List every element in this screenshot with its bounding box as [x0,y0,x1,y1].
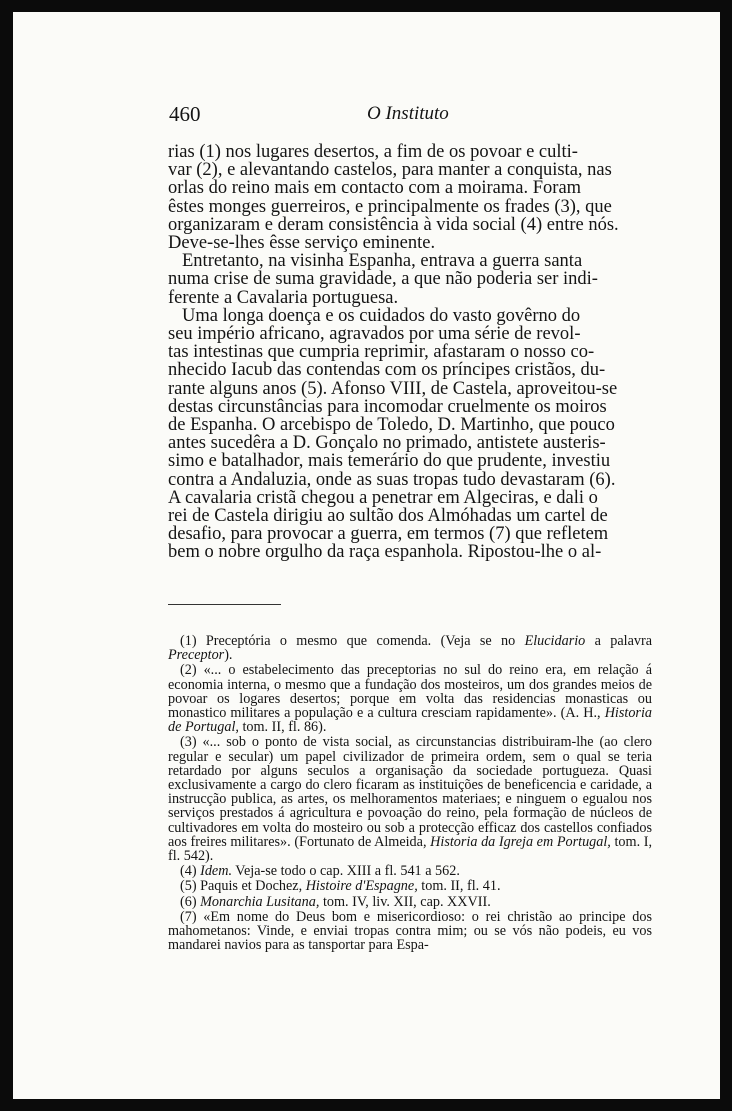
text-line: rias (1) nos lugares desertos, a fim de os povoar e culti- [168,142,578,162]
footnote-divider [168,604,281,605]
text-line: rei de Castela dirigiu ao sultão dos Almóhadas um cartel de [168,506,608,527]
text-line: Uma longa doença e os cuidados do vasto govêrno do [182,305,581,326]
main-text [168,143,652,562]
footnote-text: (4) [180,863,201,880]
text-line: destas circunstâncias para incomodar cruelmente os moiros [168,396,607,417]
page-number: 460 [169,102,201,126]
footnote-italic: Historia de Portugal, [168,705,652,736]
running-title: O Instituto [367,103,449,124]
footnote-text: (2) «... o estabelecimento das preceptorias no sul do reino era, em relação á economia interna, o mesmo que a fundação dos mosteiros, um dos grandes meios de povoar os logares desertos; porque em volta das residencias monasticas ou monastico militares a população e a cultura cresciam rapidamente». (A. H., [168,662,652,722]
text-line: orlas do reino mais em contacto com a moirama. Foram [168,178,582,199]
text-line: rante alguns anos (5). Afonso VIII, de Castela, aproveitou-se [168,378,618,399]
footnote-3 [168,735,652,863]
text-line: de Espanha. O arcebispo de Toledo, D. Martinho, que pouco [168,415,615,436]
footnote-italic: Historia da Igreja em Portugal, [430,833,611,850]
footnote-text: tom. II, fl. 86). [238,719,327,736]
footnote-text: (6) [180,893,201,910]
text-line: organizaram e deram consistência à vida social (4) entre nós. [168,214,619,235]
text-line: êstes monges guerreiros, e principalmente os frades (3), que [168,196,612,217]
text-line: var (2), e alevantando castelos, para manter a conquista, nas [168,160,612,181]
footnote-1 [168,634,652,662]
footnote-italic: Histoire d'Espagne, [305,878,418,895]
footnote-text: tom. II, fl. 41. [417,878,501,895]
footnotes [168,634,652,953]
text-line: numa crise de suma gravidade, a que não poderia ser indi- [168,269,598,290]
footnote-text: tom. I, fl. 542). [168,833,653,865]
footnote-6 [168,895,652,909]
text-line: desafio, para provocar a guerra, em termos (7) que refletem [168,524,609,545]
text-line: Entretanto, na visinha Espanha, entrava a guerra santa [182,251,583,272]
text-line: nhecido Iacub das contendas com os príncipes cristãos, du- [168,360,606,381]
footnote-text: Veja-se todo o cap. XIII a fl. 541 a 562. [232,863,460,880]
book-page [13,12,720,1099]
text-line: ferente a Cavalaria portuguesa. [168,287,399,308]
footnote-italic: Preceptor [168,647,225,664]
footnote-2 [168,663,652,734]
footnote-italic: Idem. [200,863,233,880]
footnote-text: ). [224,647,233,664]
footnote-italic: Elucidario [524,633,586,649]
text-line: seu império africano, agravados por uma série de revol- [168,324,581,345]
text-line: A cavalaria cristã chegou a penetrar em Algeciras, e dali o [168,487,598,508]
footnote-4 [168,864,652,878]
footnote-text: (3) «... sob o ponto de vista social, as circunstancias distribuiram-lhe (ao clero regular e secular) um papel civilizador de primeira ordem, sem o qual se teria retardado por alguns seculos a organisação da sociedade portugueza. Quasi exclusivamente a cargo do clero ficaram as instituições de beneficencia e caridade, a instrucção publica, as artes, os melhoramentos materiaes; e ninguem o egualou nos serviços prestados á agricultura e povoação do reino, pela formação de núcleos de cultivadores em volta do mosteiro ou sob a protecção efficaz dos castellos confiados aos freires militares». (Fortunato de Almeida, [168,734,652,850]
text-line: simo e batalhador, mais temerário do que prudente, investiu [168,451,611,472]
footnote-text: a palavra [585,633,652,649]
footnote-7: (7) «Em nome do Deus bom e misericordioso: o rei christão ao principe dos mahometanos: Vinde, e enviai tropas contra mim; ou se vós não podeis, eu vos mandarei navios para as tansportar para Espa- [168,908,652,954]
text-line: tas intestinas que cumpria reprimir, afastaram o nosso co- [168,342,595,363]
footnote-text: (5) Paquis et Dochez, [180,878,306,895]
footnote-italic: Monarchia Lusitana, [200,893,320,910]
text-line: bem o nobre orgulho da raça espanhola. Ripostou-lhe o al- [168,542,602,563]
page-header [169,102,639,128]
footnote-text: tom. IV, liv. XII, cap. XXVII. [319,893,491,910]
footnote-text: (1) Preceptória o mesmo que comenda. (Veja se no [180,633,525,649]
text-line: antes sucedêra a D. Gonçalo no primado, antistete austeris- [168,433,606,454]
footnote-5 [168,879,652,893]
text-line: Deve-se-lhes êsse serviço eminente. [168,233,436,254]
text-line: contra a Andaluzia, onde as suas tropas tudo devastaram (6). [168,469,616,490]
